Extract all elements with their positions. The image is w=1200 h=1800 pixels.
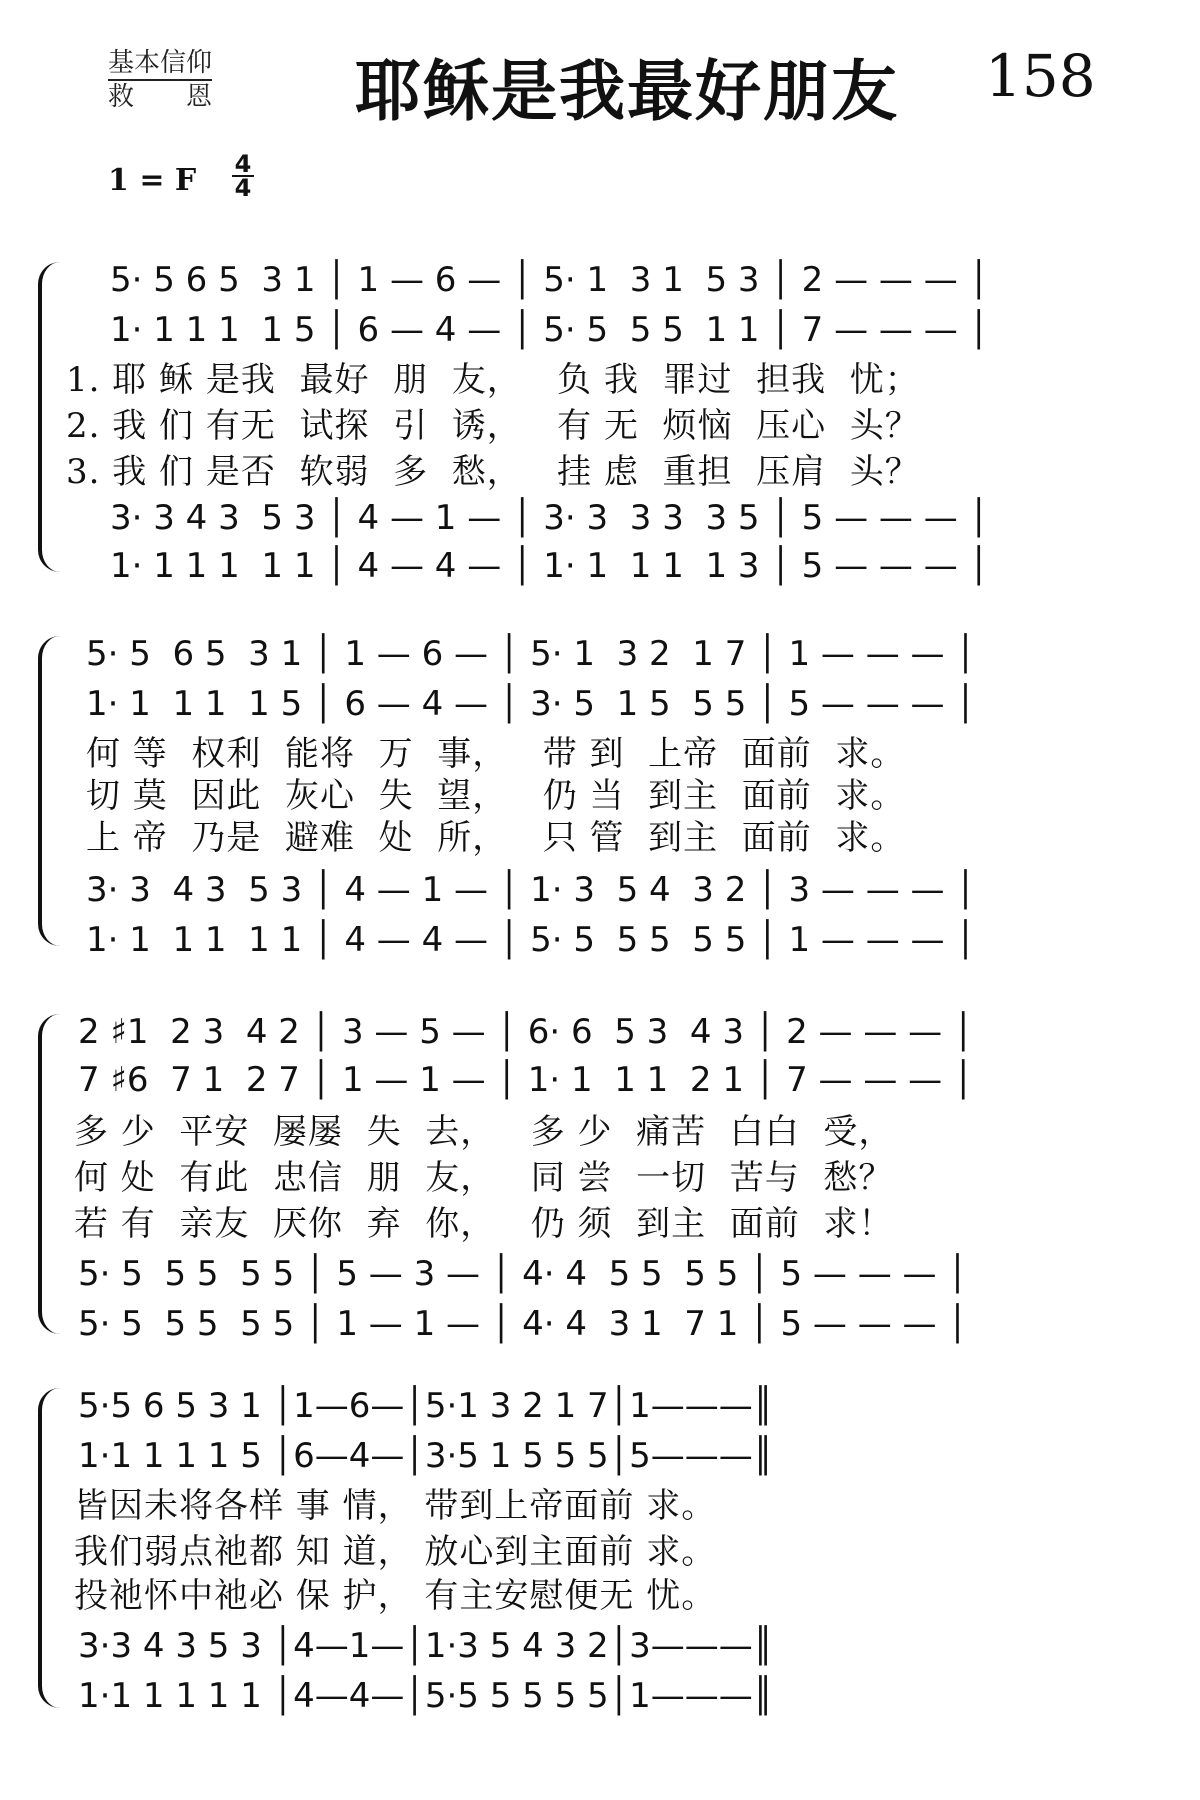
score-system-1 [38,258,1158,586]
tenor-line: 5· 5 5 5 5 5 │ 5 — 3 — │ 4· 4 5 5 5 5 │ 5 — — — │ [78,1254,968,1294]
time-signature-denominator: 4 [234,174,252,202]
key-signature: 1 = F [108,163,197,198]
page-title: 耶稣是我最好朋友 [355,53,899,130]
bass-line: 1· 1 1 1 1 1 │ 4 — 4 — │ 1· 1 1 1 1 3 │ 5 — — — │ [110,546,989,586]
system-brace [38,636,68,946]
score-system-4 [38,1384,918,1714]
alto-line: 1· 1 1 1 1 5 │ 6 — 4 — │ 5· 5 5 5 1 1 │ 7 — — — │ [110,310,989,350]
lyric-verse-2: 何 处 有此 忠信 朋 友， 同 尝 一切 苦与 愁？ [74,1158,894,1198]
bass-line: 1·1 1 1 1 1 │4—4—│5·5 5 5 5 5│1———║ [78,1676,774,1716]
score-system-2 [38,632,1158,960]
tenor-line: 3·3 4 3 5 3 │4—1—│1·3 5 4 3 2│3———║ [78,1626,774,1666]
lyric-verse-2: 2. 我 们 有无 试探 引 诱， 有 无 烦恼 压心 头？ [66,406,920,446]
soprano-line: 5· 5 6 5 3 1 │ 1 — 6 — │ 5· 1 3 1 5 3 │ 2 — — — │ [110,260,989,300]
system-brace [38,1014,68,1334]
score-system-3 [38,1010,1158,1344]
system-brace [38,1388,68,1708]
tenor-line: 3· 3 4 3 5 3 │ 4 — 1 — │ 1· 3 5 4 3 2 │ 3 — — — │ [86,870,976,910]
bass-line: 1· 1 1 1 1 1 │ 4 — 4 — │ 5· 5 5 5 5 5 │ 1 — — — │ [86,920,976,960]
alto-line: 7 ♯6 7 1 2 7 │ 1 — 1 — │ 1· 1 1 1 2 1 │ 7 — — — │ [78,1060,974,1100]
hymn-subcategory: 救 恩 [108,82,213,112]
soprano-line: 5· 5 6 5 3 1 │ 1 — 6 — │ 5· 1 3 2 1 7 │ 1 — — — │ [86,634,976,674]
soprano-line: 2 ♯1 2 3 4 2 │ 3 — 5 — │ 6· 6 5 3 4 3 │ 2 — — — │ [78,1012,974,1052]
tenor-line: 3· 3 4 3 5 3 │ 4 — 1 — │ 3· 3 3 3 3 5 │ 5 — — — │ [110,498,989,538]
lyric-verse-1: 多 少 平安 屡屡 失 去， 多 少 痛苦 白白 受， [74,1112,894,1152]
alto-line: 1·1 1 1 1 5 │6—4—│3·5 1 5 5 5│5———║ [78,1436,774,1476]
time-signature-numerator: 4 [232,153,254,177]
lyric-verse-2: 我们弱点祂都 知 道， 放心到主面前 求。 [74,1532,717,1572]
hymn-category: 基本信仰 [108,48,212,81]
system-brace [38,262,68,572]
lyric-verse-1: 何 等 权利 能将 万 事， 带 到 上帝 面前 求。 [86,734,906,774]
lyric-verse-3: 3. 我 们 是否 软弱 多 愁， 挂 虑 重担 压肩 头？ [66,452,920,492]
lyric-verse-3: 投祂怀中祂必 保 护， 有主安慰便无 忧。 [74,1576,717,1616]
hymn-number: 158 [985,42,1096,110]
soprano-line: 5·5 6 5 3 1 │1—6—│5·1 3 2 1 7│1———║ [78,1386,774,1426]
lyric-verse-1: 1. 耶 稣 是我 最好 朋 友， 负 我 罪过 担我 忧； [66,360,920,400]
bass-line: 5· 5 5 5 5 5 │ 1 — 1 — │ 4· 4 3 1 7 1 │ 5 — — — │ [78,1304,968,1344]
lyric-verse-3: 上 帝 乃是 避难 处 所， 只 管 到主 面前 求。 [86,818,906,858]
lyric-verse-1: 皆因未将各样 事 情， 带到上帝面前 求。 [74,1486,717,1526]
lyric-verse-3: 若 有 亲友 厌你 弃 你， 仍 须 到主 面前 求！ [74,1204,894,1244]
lyric-verse-2: 切 莫 因此 灰心 失 望， 仍 当 到主 面前 求。 [86,776,906,816]
alto-line: 1· 1 1 1 1 5 │ 6 — 4 — │ 3· 5 1 5 5 5 │ 5 — — — │ [86,684,976,724]
time-signature [232,150,254,202]
